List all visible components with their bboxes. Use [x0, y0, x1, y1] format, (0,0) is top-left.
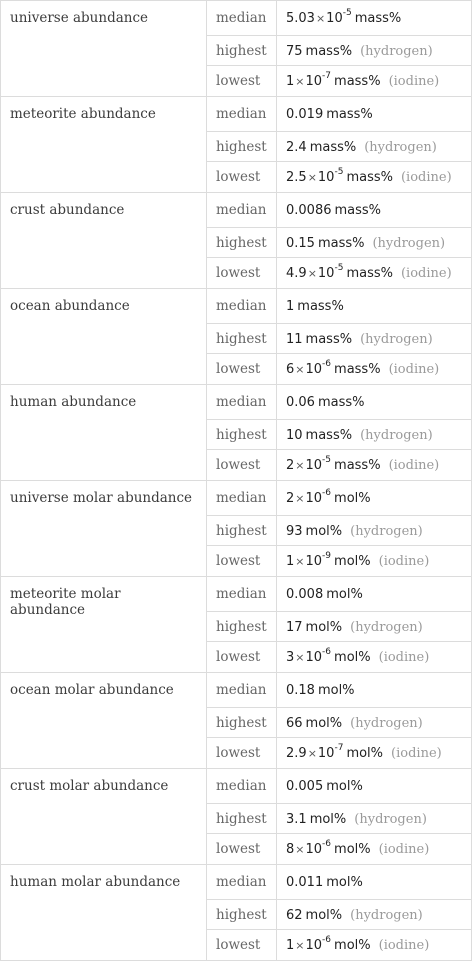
statistic-value	[277, 546, 472, 577]
statistic-label: lowest	[207, 738, 277, 769]
times-symbol: ×	[295, 843, 305, 856]
value-mantissa: 10	[286, 427, 303, 443]
statistic-value	[277, 769, 472, 804]
value-unit: mass%	[309, 139, 357, 155]
power-base: 10	[305, 938, 323, 953]
value-unit: mass%	[346, 266, 393, 281]
value-exponent: -7	[322, 71, 332, 81]
value-mantissa: 0.0086	[286, 203, 332, 218]
statistic-label: highest	[207, 36, 277, 66]
power-base: 10	[305, 74, 323, 89]
value-unit: mol%	[305, 907, 343, 923]
times-symbol: ×	[307, 267, 317, 280]
statistic-value	[277, 804, 472, 834]
statistic-value	[277, 97, 472, 132]
element-name: (hydrogen)	[360, 331, 433, 347]
value-exponent: -9	[322, 551, 332, 561]
statistic-label: highest	[207, 708, 277, 738]
value-unit: mol%	[334, 491, 371, 506]
value-unit: mol%	[346, 746, 384, 761]
times-symbol: ×	[295, 459, 305, 472]
statistic-label: median	[207, 481, 277, 516]
value-mantissa: 66	[286, 715, 303, 731]
statistic-value	[277, 900, 472, 930]
value-mantissa: 8	[286, 842, 295, 857]
statistic-label: lowest	[207, 258, 277, 289]
element-name: (hydrogen)	[350, 907, 423, 923]
statistic-label: highest	[207, 900, 277, 930]
power-base: 10	[317, 266, 335, 281]
statistic-label: lowest	[207, 930, 277, 961]
element-name: (iodine)	[388, 362, 440, 377]
element-name: (hydrogen)	[350, 715, 423, 731]
power-base: 10	[317, 746, 335, 761]
statistic-label: lowest	[207, 834, 277, 865]
value-mantissa: 2	[286, 491, 295, 506]
value-mantissa: 1	[286, 74, 295, 89]
value-mantissa: 2.9	[286, 746, 307, 761]
value-mantissa: 1	[286, 938, 295, 953]
statistic-label: median	[207, 865, 277, 900]
statistic-label: median	[207, 769, 277, 804]
value-unit: mass%	[317, 395, 365, 410]
statistic-value	[277, 385, 472, 420]
element-name: (iodine)	[388, 74, 440, 89]
element-name: (hydrogen)	[372, 235, 446, 251]
statistic-value	[277, 228, 472, 258]
statistic-label: median	[207, 193, 277, 228]
statistic-value	[277, 738, 472, 769]
value-mantissa: 2.4	[286, 139, 307, 155]
value-mantissa: 17	[286, 619, 303, 635]
value-exponent: -6	[322, 647, 332, 657]
statistic-label: highest	[207, 516, 277, 546]
value-unit: mol%	[326, 779, 363, 794]
statistic-value	[277, 324, 472, 354]
statistic-value	[277, 289, 472, 324]
value-unit: mass%	[297, 299, 344, 314]
value-mantissa: 5.03	[286, 11, 315, 26]
statistic-value	[277, 258, 472, 289]
element-name: (hydrogen)	[364, 139, 437, 155]
statistic-value	[277, 420, 472, 450]
value-mantissa: 0.008	[286, 587, 324, 602]
statistic-label: lowest	[207, 450, 277, 481]
times-symbol: ×	[307, 171, 317, 184]
value-unit: mass%	[305, 43, 353, 59]
value-unit: mol%	[334, 650, 371, 665]
value-unit: mol%	[334, 842, 371, 857]
value-unit: mol%	[326, 875, 363, 890]
abundance-table-body	[1, 1, 472, 961]
power-base: 10	[317, 170, 335, 185]
times-symbol: ×	[315, 12, 326, 25]
value-mantissa: 2	[286, 458, 295, 473]
statistic-label: highest	[207, 324, 277, 354]
power-base: 10	[326, 11, 343, 26]
value-exponent: -6	[322, 359, 332, 369]
value-mantissa: 1	[286, 554, 295, 569]
value-mantissa: 3.1	[286, 811, 307, 827]
statistic-value	[277, 930, 472, 961]
power-base: 10	[305, 458, 323, 473]
times-symbol: ×	[295, 651, 305, 664]
power-base: 10	[305, 554, 323, 569]
value-exponent: -5	[342, 8, 352, 18]
statistic-label: lowest	[207, 642, 277, 673]
value-unit: mass%	[334, 458, 381, 473]
property-name: crust molar abundance	[1, 769, 207, 865]
statistic-label: lowest	[207, 66, 277, 97]
statistic-label: highest	[207, 228, 277, 258]
element-name: (iodine)	[400, 170, 452, 185]
statistic-value	[277, 612, 472, 642]
value-mantissa: 0.06	[286, 395, 315, 410]
table-row	[1, 385, 472, 420]
property-name: human molar abundance	[1, 865, 207, 961]
times-symbol: ×	[295, 555, 305, 568]
table-row	[1, 865, 472, 900]
statistic-label: highest	[207, 612, 277, 642]
value-exponent: -5	[322, 455, 332, 465]
value-mantissa: 1	[286, 299, 295, 314]
times-symbol: ×	[295, 75, 305, 88]
power-base: 10	[305, 650, 323, 665]
statistic-label: lowest	[207, 162, 277, 193]
statistic-label: median	[207, 673, 277, 708]
value-mantissa: 0.011	[286, 875, 324, 890]
value-unit: mass%	[305, 331, 353, 347]
statistic-label: lowest	[207, 546, 277, 577]
element-name: (iodine)	[378, 650, 430, 665]
property-name: ocean abundance	[1, 289, 207, 385]
value-exponent: -6	[322, 935, 332, 945]
statistic-label: lowest	[207, 354, 277, 385]
statistic-value	[277, 162, 472, 193]
times-symbol: ×	[295, 492, 305, 505]
value-mantissa: 0.005	[286, 779, 324, 794]
element-name: (hydrogen)	[354, 811, 427, 827]
statistic-value	[277, 132, 472, 162]
statistic-value	[277, 516, 472, 546]
element-name: (iodine)	[388, 458, 440, 473]
element-name: (iodine)	[391, 746, 442, 761]
property-name: ocean molar abundance	[1, 673, 207, 769]
element-name: (iodine)	[378, 554, 430, 569]
value-unit: mol%	[334, 554, 371, 569]
statistic-label: highest	[207, 132, 277, 162]
statistic-value	[277, 36, 472, 66]
property-name: meteorite abundance	[1, 97, 207, 193]
element-name: (iodine)	[378, 842, 430, 857]
statistic-label: median	[207, 577, 277, 612]
statistic-value	[277, 481, 472, 516]
element-name: (hydrogen)	[360, 427, 433, 443]
table-row	[1, 1, 472, 36]
statistic-label: median	[207, 1, 277, 36]
value-unit: mass%	[334, 74, 381, 89]
times-symbol: ×	[295, 939, 305, 952]
times-symbol: ×	[307, 747, 317, 760]
table-row	[1, 97, 472, 132]
statistic-label: median	[207, 97, 277, 132]
value-unit: mass%	[305, 427, 353, 443]
value-unit: mol%	[305, 715, 343, 731]
value-exponent: -5	[334, 263, 344, 273]
value-unit: mass%	[317, 235, 365, 251]
value-unit: mol%	[326, 587, 363, 602]
statistic-label: highest	[207, 804, 277, 834]
value-unit: mol%	[334, 938, 371, 953]
table-row	[1, 673, 472, 708]
statistic-label: median	[207, 289, 277, 324]
value-unit: mol%	[305, 619, 343, 635]
statistic-value	[277, 673, 472, 708]
element-name: (hydrogen)	[350, 523, 423, 539]
value-mantissa: 93	[286, 523, 303, 539]
property-name: human abundance	[1, 385, 207, 481]
power-base: 10	[305, 362, 323, 377]
element-name: (hydrogen)	[350, 619, 423, 635]
value-unit: mass%	[334, 203, 382, 218]
power-base: 10	[305, 491, 323, 506]
value-exponent: -7	[334, 743, 344, 753]
property-name: universe molar abundance	[1, 481, 207, 577]
value-mantissa: 0.15	[286, 235, 315, 251]
statistic-value	[277, 708, 472, 738]
statistic-label: highest	[207, 420, 277, 450]
element-name: (iodine)	[378, 938, 430, 953]
table-row	[1, 193, 472, 228]
value-mantissa: 2.5	[286, 170, 307, 185]
table-row	[1, 769, 472, 804]
value-unit: mass%	[334, 362, 381, 377]
statistic-value	[277, 450, 472, 481]
statistic-value	[277, 834, 472, 865]
table-row	[1, 577, 472, 612]
statistic-label: median	[207, 385, 277, 420]
value-exponent: -5	[334, 167, 344, 177]
power-base: 10	[305, 842, 323, 857]
statistic-value	[277, 66, 472, 97]
value-mantissa: 4.9	[286, 266, 307, 281]
element-name: (hydrogen)	[360, 43, 433, 59]
statistic-value	[277, 865, 472, 900]
statistic-value	[277, 577, 472, 612]
property-name: universe abundance	[1, 1, 207, 97]
value-unit: mass%	[354, 11, 402, 26]
value-unit: mol%	[309, 811, 347, 827]
value-unit: mass%	[326, 107, 373, 122]
statistic-value	[277, 1, 472, 36]
statistic-value	[277, 193, 472, 228]
value-mantissa: 0.019	[286, 107, 324, 122]
property-name: meteorite molar abundance	[1, 577, 207, 673]
statistic-value	[277, 642, 472, 673]
value-mantissa: 0.18	[286, 683, 315, 698]
element-name: (iodine)	[400, 266, 452, 281]
value-unit: mol%	[305, 523, 343, 539]
value-mantissa: 6	[286, 362, 295, 377]
value-unit: mass%	[346, 170, 393, 185]
value-exponent: -6	[322, 839, 332, 849]
table-row	[1, 289, 472, 324]
property-name: crust abundance	[1, 193, 207, 289]
value-mantissa: 62	[286, 907, 303, 923]
value-unit: mol%	[317, 683, 355, 698]
table-row	[1, 481, 472, 516]
value-mantissa: 3	[286, 650, 295, 665]
statistic-value	[277, 354, 472, 385]
value-mantissa: 11	[286, 331, 303, 347]
value-exponent: -6	[322, 488, 332, 498]
value-mantissa: 75	[286, 43, 303, 59]
times-symbol: ×	[295, 363, 305, 376]
